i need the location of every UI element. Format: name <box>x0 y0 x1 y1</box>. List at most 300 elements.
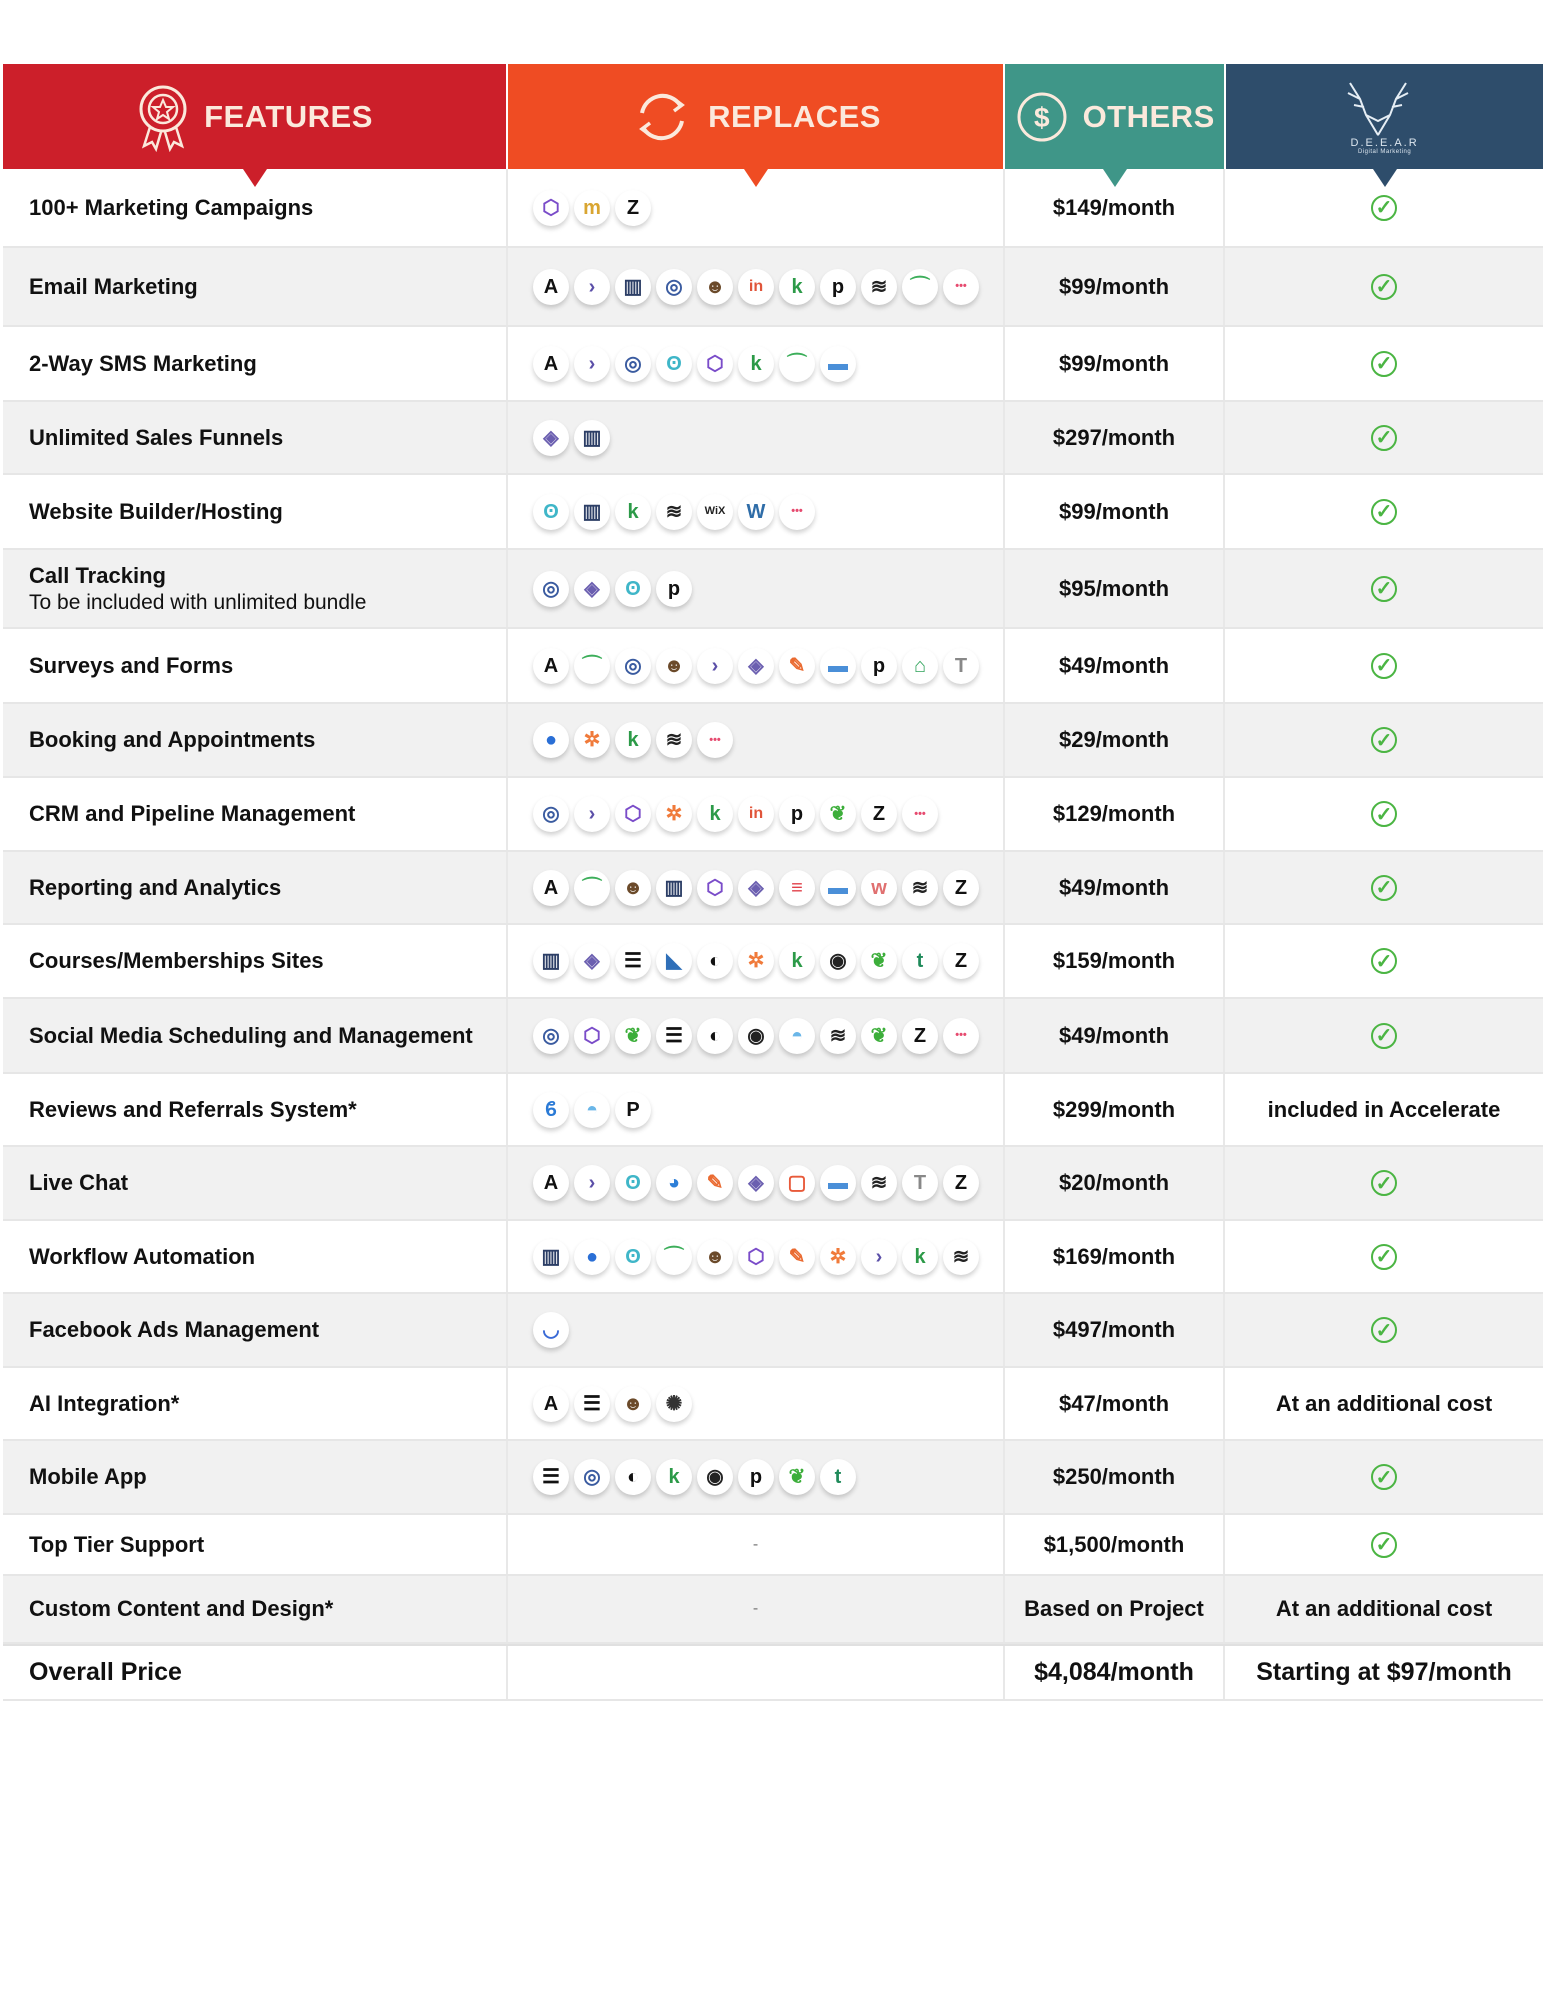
feature-cell <box>3 1074 508 1145</box>
feature-name: 2-Way SMS Marketing <box>29 350 257 376</box>
ring-logo-icon: ʘ <box>615 1239 651 1275</box>
total-others-cell <box>1005 1646 1225 1699</box>
squarespace-logo-icon: ≋ <box>820 1018 856 1054</box>
arch-logo-icon: ⌂ <box>902 648 938 684</box>
stack-logo-icon: ☰ <box>656 1018 692 1054</box>
replaced-tools-cell <box>508 1294 1005 1366</box>
a-logo-icon: A <box>533 346 569 382</box>
feature-cell <box>3 1368 508 1439</box>
monday-logo-icon: ••• <box>697 722 733 758</box>
others-price-cell <box>1005 1147 1225 1219</box>
replaced-tools-cell <box>508 402 1005 473</box>
table-row <box>3 248 1543 327</box>
ring-logo-icon: ʘ <box>656 346 692 382</box>
pen-logo-icon: ✎ <box>697 1165 733 1201</box>
wifi-logo-icon: ⌒ <box>902 269 938 305</box>
deer-logo-icon <box>1340 79 1416 137</box>
deear-value: included in Accelerate <box>1267 1096 1501 1122</box>
chevron-logo-icon: › <box>574 346 610 382</box>
replaced-tools-cell <box>508 1221 1005 1292</box>
deear-cell <box>1225 550 1543 627</box>
header-replaces-label: REPLACES <box>708 98 881 134</box>
deear-cell <box>1225 1147 1543 1219</box>
others-price: $1,500/month <box>1043 1531 1185 1557</box>
replaced-tools-cell <box>508 1074 1005 1145</box>
frame-logo-icon: ▥ <box>574 420 610 456</box>
others-price: $159/month <box>1052 948 1176 973</box>
others-price-cell <box>1005 1074 1225 1145</box>
check-circle-icon: ✓ <box>1371 727 1397 753</box>
check-circle-icon: ✓ <box>1371 1244 1397 1270</box>
table-body <box>3 169 1543 1701</box>
check-circle-icon: ✓ <box>1371 1023 1397 1049</box>
keap-logo-icon: k <box>779 943 815 979</box>
openai-logo-icon: ✺ <box>656 1386 692 1422</box>
deear-cell <box>1225 1368 1543 1439</box>
others-price: $49/month <box>1058 652 1170 678</box>
check-circle-icon: ✓ <box>1371 195 1397 221</box>
bird-logo-icon: ϐ <box>533 1092 569 1128</box>
others-price-cell <box>1005 1294 1225 1366</box>
others-price-cell <box>1005 925 1225 997</box>
chat-logo-icon: ▬ <box>820 870 856 906</box>
wix-logo-icon: WiX <box>697 494 733 530</box>
chat-logo-icon: ▬ <box>820 346 856 382</box>
ring-logo-icon: ʘ <box>615 571 651 607</box>
deear-cell <box>1225 248 1543 325</box>
brand-subtitle: Digital Marketing <box>1358 148 1412 155</box>
others-price: $129/month <box>1052 801 1176 826</box>
leaf-logo-icon: ❦ <box>820 796 856 832</box>
feature-cell <box>3 1441 508 1513</box>
others-price-cell <box>1005 852 1225 923</box>
z-logo-icon: Z <box>943 943 979 979</box>
z-logo-icon: Z <box>615 190 651 226</box>
total-row <box>3 1644 1543 1701</box>
others-price-cell <box>1005 327 1225 400</box>
deear-cell <box>1225 327 1543 400</box>
target-logo-icon: ◎ <box>533 796 569 832</box>
others-price: $49/month <box>1058 1022 1170 1048</box>
monday-logo-icon: ••• <box>943 1018 979 1054</box>
table-row <box>3 629 1543 704</box>
check-circle-icon: ✓ <box>1371 801 1397 827</box>
replaced-tools-cell <box>508 852 1005 923</box>
others-price: $497/month <box>1052 1317 1176 1342</box>
header-replaces <box>508 64 1005 169</box>
feature-cell <box>3 402 508 473</box>
feature-name: CRM and Pipeline Management <box>29 801 356 826</box>
check-circle-icon: ✓ <box>1371 425 1397 451</box>
feature-cell <box>3 629 508 702</box>
dark-logo-icon: ◉ <box>738 1018 774 1054</box>
others-price: $20/month <box>1058 1170 1170 1195</box>
teachable-logo-icon: t <box>902 943 938 979</box>
feature-name: Courses/Memberships Sites <box>29 948 324 973</box>
dark-logo-icon: ◉ <box>697 1459 733 1495</box>
z-logo-icon: Z <box>943 870 979 906</box>
z-logo-icon: Z <box>902 1018 938 1054</box>
feature-name: Live Chat <box>29 1170 129 1195</box>
check-circle-icon: ✓ <box>1371 274 1397 300</box>
feature-name: Custom Content and Design* <box>29 1596 334 1621</box>
stack-logo-icon: ☰ <box>574 1386 610 1422</box>
header-features <box>3 64 508 169</box>
replaced-tools-cell <box>508 778 1005 850</box>
leaf-logo-icon: ❦ <box>861 943 897 979</box>
table-row <box>3 999 1543 1074</box>
header-brand-logo <box>1226 64 1543 169</box>
others-price-cell <box>1005 1515 1225 1574</box>
check-circle-icon: ✓ <box>1371 1532 1397 1558</box>
layers-logo-icon: ◈ <box>574 571 610 607</box>
feature-name: 100+ Marketing Campaigns <box>29 194 314 220</box>
table-row <box>3 402 1543 475</box>
hex-c-logo-icon: ⬡ <box>615 796 651 832</box>
stack-logo-icon: ☰ <box>533 1459 569 1495</box>
deear-cell <box>1225 925 1543 997</box>
check-circle-icon: ✓ <box>1371 653 1397 679</box>
m-logo-icon: m <box>574 190 610 226</box>
feature-cell <box>3 1294 508 1366</box>
deear-cell <box>1225 1221 1543 1292</box>
others-price-cell <box>1005 475 1225 548</box>
keap-logo-icon: k <box>902 1239 938 1275</box>
leaf-logo-icon: ❦ <box>779 1459 815 1495</box>
others-price-cell <box>1005 248 1225 325</box>
feature-cell <box>3 1147 508 1219</box>
feature-name: Email Marketing <box>29 273 198 299</box>
half-logo-icon: ◓ <box>574 1092 610 1128</box>
comparison-table <box>3 64 1543 1701</box>
frame-logo-icon: ▥ <box>533 1239 569 1275</box>
replaced-tools-cell <box>508 704 1005 776</box>
replaced-tools-cell <box>508 629 1005 702</box>
table-row <box>3 1368 1543 1441</box>
t-logo-icon: T <box>943 648 979 684</box>
a-logo-icon: A <box>533 269 569 305</box>
chat-logo-icon: ▬ <box>820 648 856 684</box>
others-price-cell <box>1005 1441 1225 1513</box>
feature-cell <box>3 327 508 400</box>
replaced-tools-cell <box>508 1441 1005 1513</box>
deear-cell <box>1225 778 1543 850</box>
pen-logo-icon: ✎ <box>779 1239 815 1275</box>
p-logo-icon: p <box>779 796 815 832</box>
squarespace-logo-icon: ≋ <box>861 269 897 305</box>
replaced-tools-cell <box>508 1515 1005 1574</box>
in-logo-icon: in <box>738 796 774 832</box>
brand-name: D.E.E.A.R <box>1350 136 1419 149</box>
feature-name: Facebook Ads Management <box>29 1317 320 1342</box>
layers-logo-icon: ◈ <box>738 648 774 684</box>
fb-logo-icon: ◡ <box>533 1312 569 1348</box>
square-chat-logo-icon: ▢ <box>779 1165 815 1201</box>
frame-logo-icon: ▥ <box>574 494 610 530</box>
table-row <box>3 1147 1543 1221</box>
check-circle-icon: ✓ <box>1371 948 1397 974</box>
feature-name: Workflow Automation <box>29 1243 256 1269</box>
others-price: $99/month <box>1058 498 1170 524</box>
target-logo-icon: ◎ <box>574 1459 610 1495</box>
replaced-tools-cell <box>508 550 1005 627</box>
table-row <box>3 852 1543 925</box>
deear-cell <box>1225 1074 1543 1145</box>
squarespace-logo-icon: ≋ <box>943 1239 979 1275</box>
wifi-logo-icon: ⌒ <box>779 346 815 382</box>
others-price: $99/month <box>1058 350 1170 376</box>
keap-logo-icon: k <box>615 722 651 758</box>
feature-cell <box>3 475 508 548</box>
kartra-logo-icon: ◣ <box>656 943 692 979</box>
replaced-tools-cell <box>508 1576 1005 1642</box>
check-circle-icon: ✓ <box>1371 576 1397 602</box>
chevron-logo-icon: › <box>861 1239 897 1275</box>
feature-name: AI Integration* <box>29 1390 180 1416</box>
others-price-cell <box>1005 1368 1225 1439</box>
no-tools-dash: - <box>752 1600 759 1617</box>
mailchimp-logo-icon: ☻ <box>697 1239 733 1275</box>
check-circle-icon: ✓ <box>1371 1464 1397 1490</box>
hex-c-logo-icon: ⬡ <box>533 190 569 226</box>
others-price-cell <box>1005 778 1225 850</box>
frame-logo-icon: ▥ <box>656 870 692 906</box>
wifi-logo-icon: ⌒ <box>656 1239 692 1275</box>
others-price: $250/month <box>1052 1464 1176 1489</box>
z-logo-icon: Z <box>943 1165 979 1201</box>
others-price: $49/month <box>1058 874 1170 900</box>
chevron-logo-icon: › <box>697 648 733 684</box>
deear-cell <box>1225 852 1543 923</box>
replaced-tools-cell <box>508 475 1005 548</box>
hex-c-logo-icon: ⬡ <box>697 870 733 906</box>
keap-logo-icon: k <box>779 269 815 305</box>
a-logo-icon: A <box>533 1386 569 1422</box>
messenger-logo-icon: ◕ <box>656 1165 692 1201</box>
target-logo-icon: ◎ <box>533 1018 569 1054</box>
hex-c-logo-icon: ⬡ <box>697 346 733 382</box>
feature-cell <box>3 550 508 627</box>
table-row <box>3 1294 1543 1368</box>
wifi-logo-icon: ⌒ <box>574 648 610 684</box>
p-logo-icon: p <box>738 1459 774 1495</box>
table-row <box>3 1074 1543 1147</box>
feature-cell <box>3 248 508 325</box>
feature-cell <box>3 1515 508 1574</box>
layers-logo-icon: ◈ <box>574 943 610 979</box>
replaced-tools-cell <box>508 925 1005 997</box>
chat-logo-icon: ▬ <box>820 1165 856 1201</box>
others-price: Based on Project <box>1024 1596 1204 1621</box>
others-price-cell <box>1005 550 1225 627</box>
mailchimp-logo-icon: ☻ <box>615 1386 651 1422</box>
feature-name: Call Tracking <box>29 562 166 588</box>
hubspot-logo-icon: ✲ <box>820 1239 856 1275</box>
owl-logo-icon: ◐ <box>697 1018 733 1054</box>
replaced-tools-cell <box>508 999 1005 1072</box>
leaf-logo-icon: ❦ <box>861 1018 897 1054</box>
layers-logo-icon: ◈ <box>738 870 774 906</box>
others-price-cell <box>1005 402 1225 473</box>
feature-cell <box>3 778 508 850</box>
keap-logo-icon: k <box>738 346 774 382</box>
others-price-cell <box>1005 1221 1225 1292</box>
svg-text:$: $ <box>1033 101 1050 133</box>
feature-name: Website Builder/Hosting <box>29 498 283 524</box>
table-row <box>3 778 1543 852</box>
hex-c-logo-icon: ⬡ <box>738 1239 774 1275</box>
a-logo-icon: A <box>533 648 569 684</box>
hubspot-logo-icon: ✲ <box>656 796 692 832</box>
chevron-logo-icon: › <box>574 269 610 305</box>
total-empty-cell <box>508 1646 1005 1699</box>
p-logo-icon: p <box>820 269 856 305</box>
target-logo-icon: ◎ <box>533 571 569 607</box>
monday-logo-icon: ••• <box>902 796 938 832</box>
target-logo-icon: ◎ <box>615 346 651 382</box>
wordpress-logo-icon: W <box>738 494 774 530</box>
replaced-tools-cell <box>508 1368 1005 1439</box>
monday-logo-icon: ••• <box>943 269 979 305</box>
deear-cell <box>1225 1441 1543 1513</box>
layers-logo-icon: ◈ <box>533 420 569 456</box>
leaf-logo-icon: ❦ <box>615 1018 651 1054</box>
chevron-logo-icon: › <box>574 796 610 832</box>
feature-cell <box>3 999 508 1072</box>
squarespace-logo-icon: ≋ <box>902 870 938 906</box>
squarespace-logo-icon: ≋ <box>861 1165 897 1201</box>
stack-logo-icon: ☰ <box>615 943 651 979</box>
feature-name: Booking and Appointments <box>29 727 316 752</box>
in-logo-icon: in <box>738 269 774 305</box>
hubspot-logo-icon: ✲ <box>738 943 774 979</box>
feature-name: Unlimited Sales Funnels <box>29 424 284 450</box>
header-others <box>1005 64 1226 169</box>
deear-value: At an additional cost <box>1275 1596 1493 1621</box>
replaced-tools-cell <box>508 248 1005 325</box>
a-logo-icon: A <box>533 1165 569 1201</box>
feature-name: Social Media Scheduling and Management <box>29 1022 473 1048</box>
feature-cell <box>3 925 508 997</box>
check-circle-icon: ✓ <box>1371 499 1397 525</box>
deear-cell <box>1225 402 1543 473</box>
others-price-cell <box>1005 629 1225 702</box>
table-header <box>3 64 1543 169</box>
dark-logo-icon: ◉ <box>820 943 856 979</box>
keap-logo-icon: k <box>697 796 733 832</box>
check-circle-icon: ✓ <box>1371 351 1397 377</box>
hex-c-logo-icon: ⬡ <box>574 1018 610 1054</box>
total-label-cell <box>3 1646 508 1699</box>
others-price: $99/month <box>1058 273 1170 299</box>
keap-logo-icon: k <box>656 1459 692 1495</box>
mailchimp-logo-icon: ☻ <box>697 269 733 305</box>
owl-logo-icon: ◐ <box>697 943 733 979</box>
feature-name: Reviews and Referrals System* <box>29 1096 357 1122</box>
table-row <box>3 169 1543 248</box>
header-others-label: OTHERS <box>1082 98 1215 134</box>
table-row <box>3 327 1543 402</box>
keap-logo-icon: k <box>615 494 651 530</box>
refresh-icon <box>630 85 694 149</box>
feature-cell <box>3 1576 508 1642</box>
table-row <box>3 550 1543 629</box>
frame-logo-icon: ▥ <box>615 269 651 305</box>
deear-cell <box>1225 1515 1543 1574</box>
calendly-logo-icon: ● <box>533 722 569 758</box>
replaced-tools-cell <box>508 1147 1005 1219</box>
mailchimp-logo-icon: ☻ <box>656 648 692 684</box>
total-label: Overall Price <box>29 1658 182 1686</box>
feature-name: Surveys and Forms <box>29 652 234 678</box>
others-price: $299/month <box>1052 1096 1176 1122</box>
mailchimp-logo-icon: ☻ <box>615 870 651 906</box>
squarespace-logo-icon: ≋ <box>656 722 692 758</box>
p-logo-icon: p <box>861 648 897 684</box>
list-logo-icon: ≡ <box>779 870 815 906</box>
wifi-logo-icon: ⌒ <box>574 870 610 906</box>
deear-cell <box>1225 629 1543 702</box>
table-row <box>3 1515 1543 1576</box>
others-price-cell <box>1005 999 1225 1072</box>
feature-cell <box>3 1221 508 1292</box>
t-logo-icon: T <box>902 1165 938 1201</box>
feature-name: Mobile App <box>29 1464 147 1489</box>
frame-logo-icon: ▥ <box>533 943 569 979</box>
others-price: $297/month <box>1052 424 1176 450</box>
table-row <box>3 475 1543 550</box>
p-logo-icon: p <box>656 571 692 607</box>
feature-note: To be included with unlimited bundle <box>29 590 367 614</box>
hubspot-logo-icon: ✲ <box>574 722 610 758</box>
calendly-logo-icon: ● <box>574 1239 610 1275</box>
others-price-cell <box>1005 1576 1225 1642</box>
table-row <box>3 1441 1543 1515</box>
ring-logo-icon: ʘ <box>615 1165 651 1201</box>
deear-cell <box>1225 704 1543 776</box>
total-deear-cell <box>1225 1646 1543 1699</box>
deear-cell <box>1225 475 1543 548</box>
dollar-circle-icon <box>1015 90 1069 144</box>
squarespace-logo-icon: ≋ <box>656 494 692 530</box>
header-features-label: FEATURES <box>204 98 373 134</box>
w-logo-icon: w <box>861 870 897 906</box>
check-circle-icon: ✓ <box>1371 1170 1397 1196</box>
z-logo-icon: Z <box>861 796 897 832</box>
deear-value: At an additional cost <box>1275 1390 1493 1416</box>
table-row <box>3 1576 1543 1644</box>
ring-logo-icon: ʘ <box>533 494 569 530</box>
total-deear-price: Starting at $97/month <box>1256 1658 1512 1686</box>
table-row <box>3 1221 1543 1294</box>
target-logo-icon: ◎ <box>615 648 651 684</box>
no-tools-dash: - <box>752 1535 759 1553</box>
feature-name: Top Tier Support <box>29 1531 205 1557</box>
replaced-tools-cell <box>508 327 1005 400</box>
total-others-price: $4,084/month <box>1034 1658 1194 1686</box>
deear-cell <box>1225 999 1543 1072</box>
pen-logo-icon: ✎ <box>779 648 815 684</box>
others-price-cell <box>1005 704 1225 776</box>
chevron-logo-icon: › <box>574 1165 610 1201</box>
check-circle-icon: ✓ <box>1371 875 1397 901</box>
half-logo-icon: ◓ <box>779 1018 815 1054</box>
monday-logo-icon: ••• <box>779 494 815 530</box>
others-price: $169/month <box>1052 1243 1176 1269</box>
feature-cell <box>3 704 508 776</box>
others-price: $149/month <box>1052 194 1176 220</box>
table-row <box>3 704 1543 778</box>
